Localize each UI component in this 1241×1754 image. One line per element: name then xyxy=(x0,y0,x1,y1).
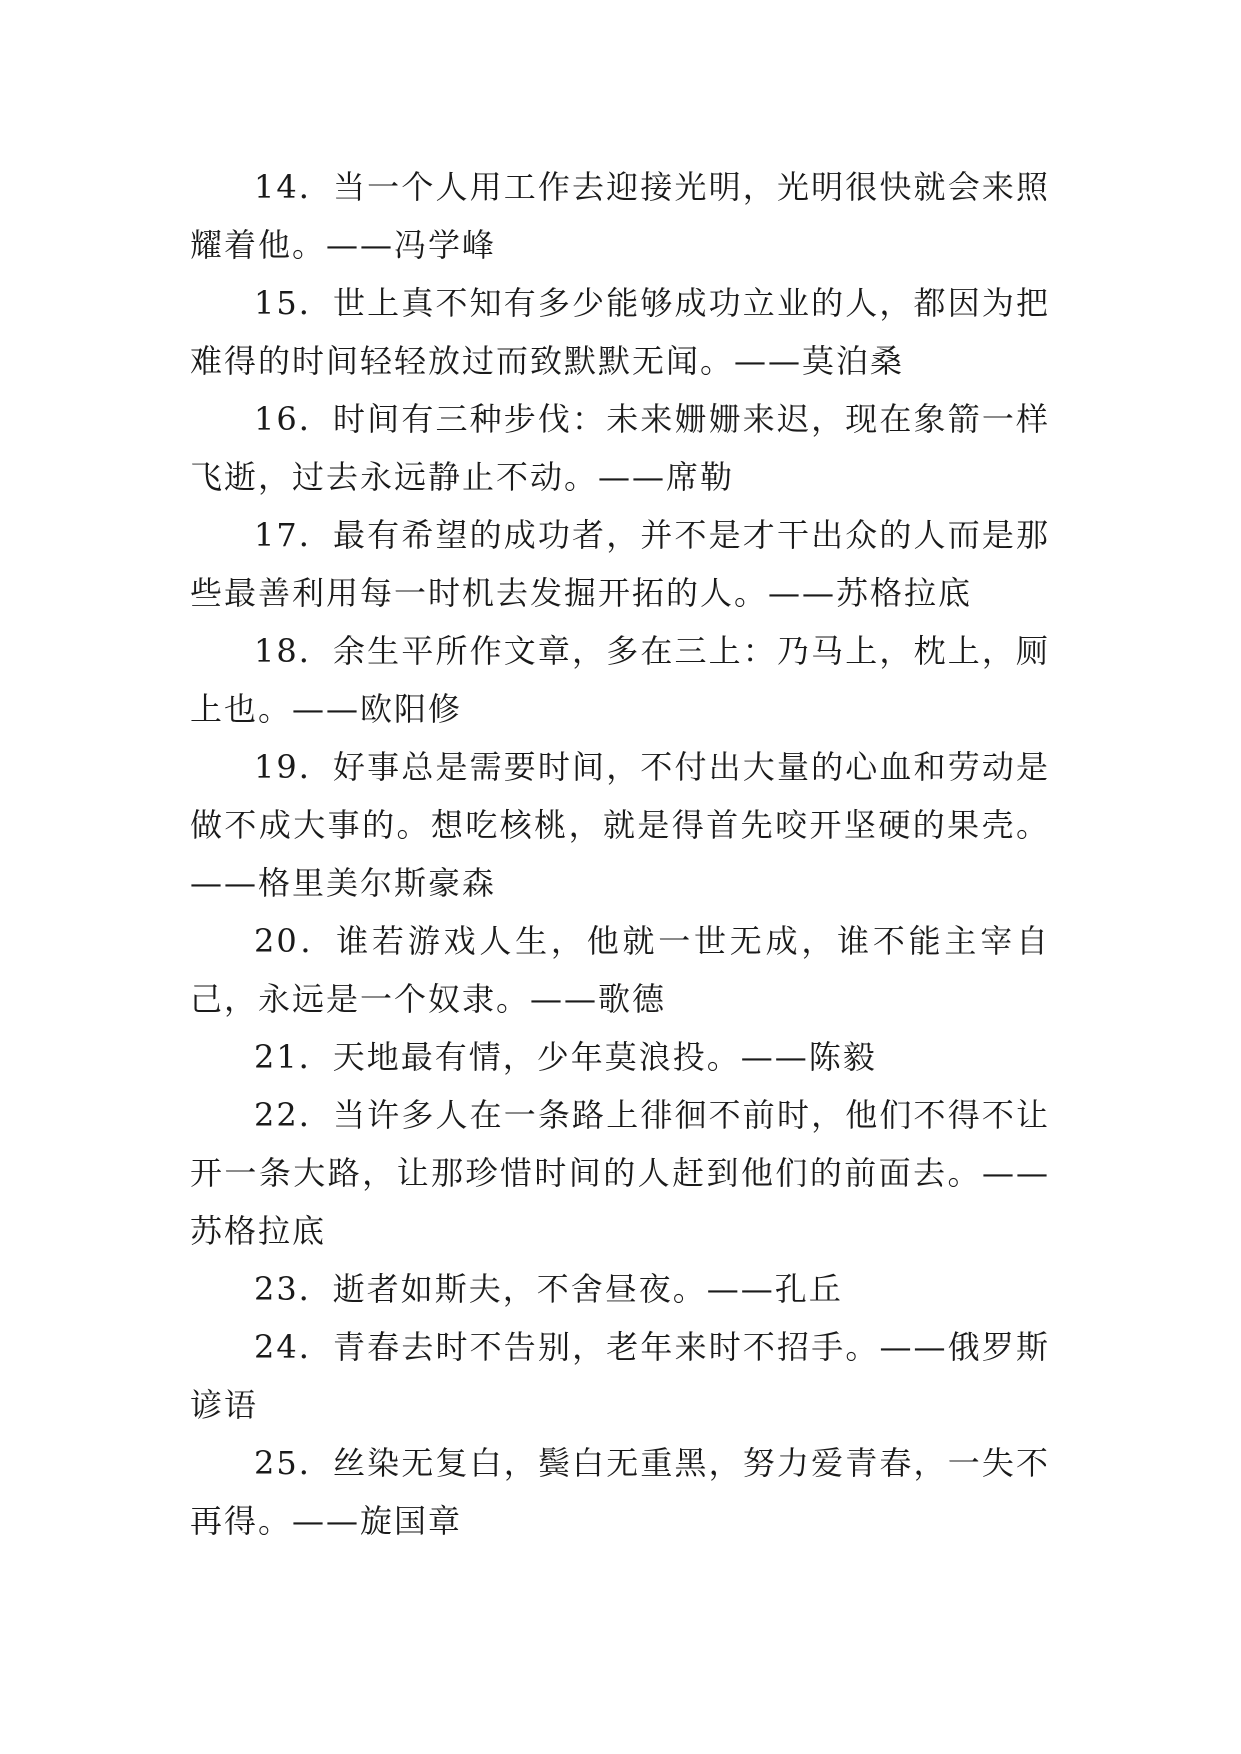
quote-item: 21．天地最有情，少年莫浪投。——陈毅 xyxy=(254,1038,877,1076)
quote-item: 14．当一个人用工作去迎接光明，光明很快就会来照耀着他。——冯学峰 xyxy=(190,168,1050,264)
quote-item: 15．世上真不知有多少能够成功立业的人，都因为把难得的时间轻轻放过而致默默无闻。——莫泊桑 xyxy=(190,284,1050,380)
quote-item: 24．青春去时不告别，老年来时不招手。——俄罗斯谚语 xyxy=(190,1328,1050,1424)
quote-item: 19．好事总是需要时间，不付出大量的心血和劳动是做不成大事的。想吃核桃，就是得首先咬开坚硬的果壳。——格里美尔斯豪森 xyxy=(190,748,1050,902)
quote-item: 18．余生平所作文章，多在三上：乃马上，枕上，厕上也。——欧阳修 xyxy=(190,632,1050,728)
quote-item: 25．丝染无复白，鬓白无重黑，努力爱青春，一失不再得。——旋国章 xyxy=(190,1444,1050,1540)
quote-item: 22．当许多人在一条路上徘徊不前时，他们不得不让开一条大路，让那珍惜时间的人赶到他们的前面去。——苏格拉底 xyxy=(190,1096,1050,1250)
quote-list xyxy=(190,158,1050,1550)
quote-item: 23．逝者如斯夫，不舍昼夜。——孔丘 xyxy=(254,1270,843,1308)
quote-item: 17．最有希望的成功者，并不是才干出众的人而是那些最善利用每一时机去发掘开拓的人。——苏格拉底 xyxy=(190,516,1050,612)
quote-item: 20．谁若游戏人生，他就一世无成，谁不能主宰自己，永远是一个奴隶。——歌德 xyxy=(190,922,1050,1018)
quote-item: 16．时间有三种步伐：未来姗姗来迟，现在象箭一样飞逝，过去永远静止不动。——席勒 xyxy=(190,400,1050,496)
